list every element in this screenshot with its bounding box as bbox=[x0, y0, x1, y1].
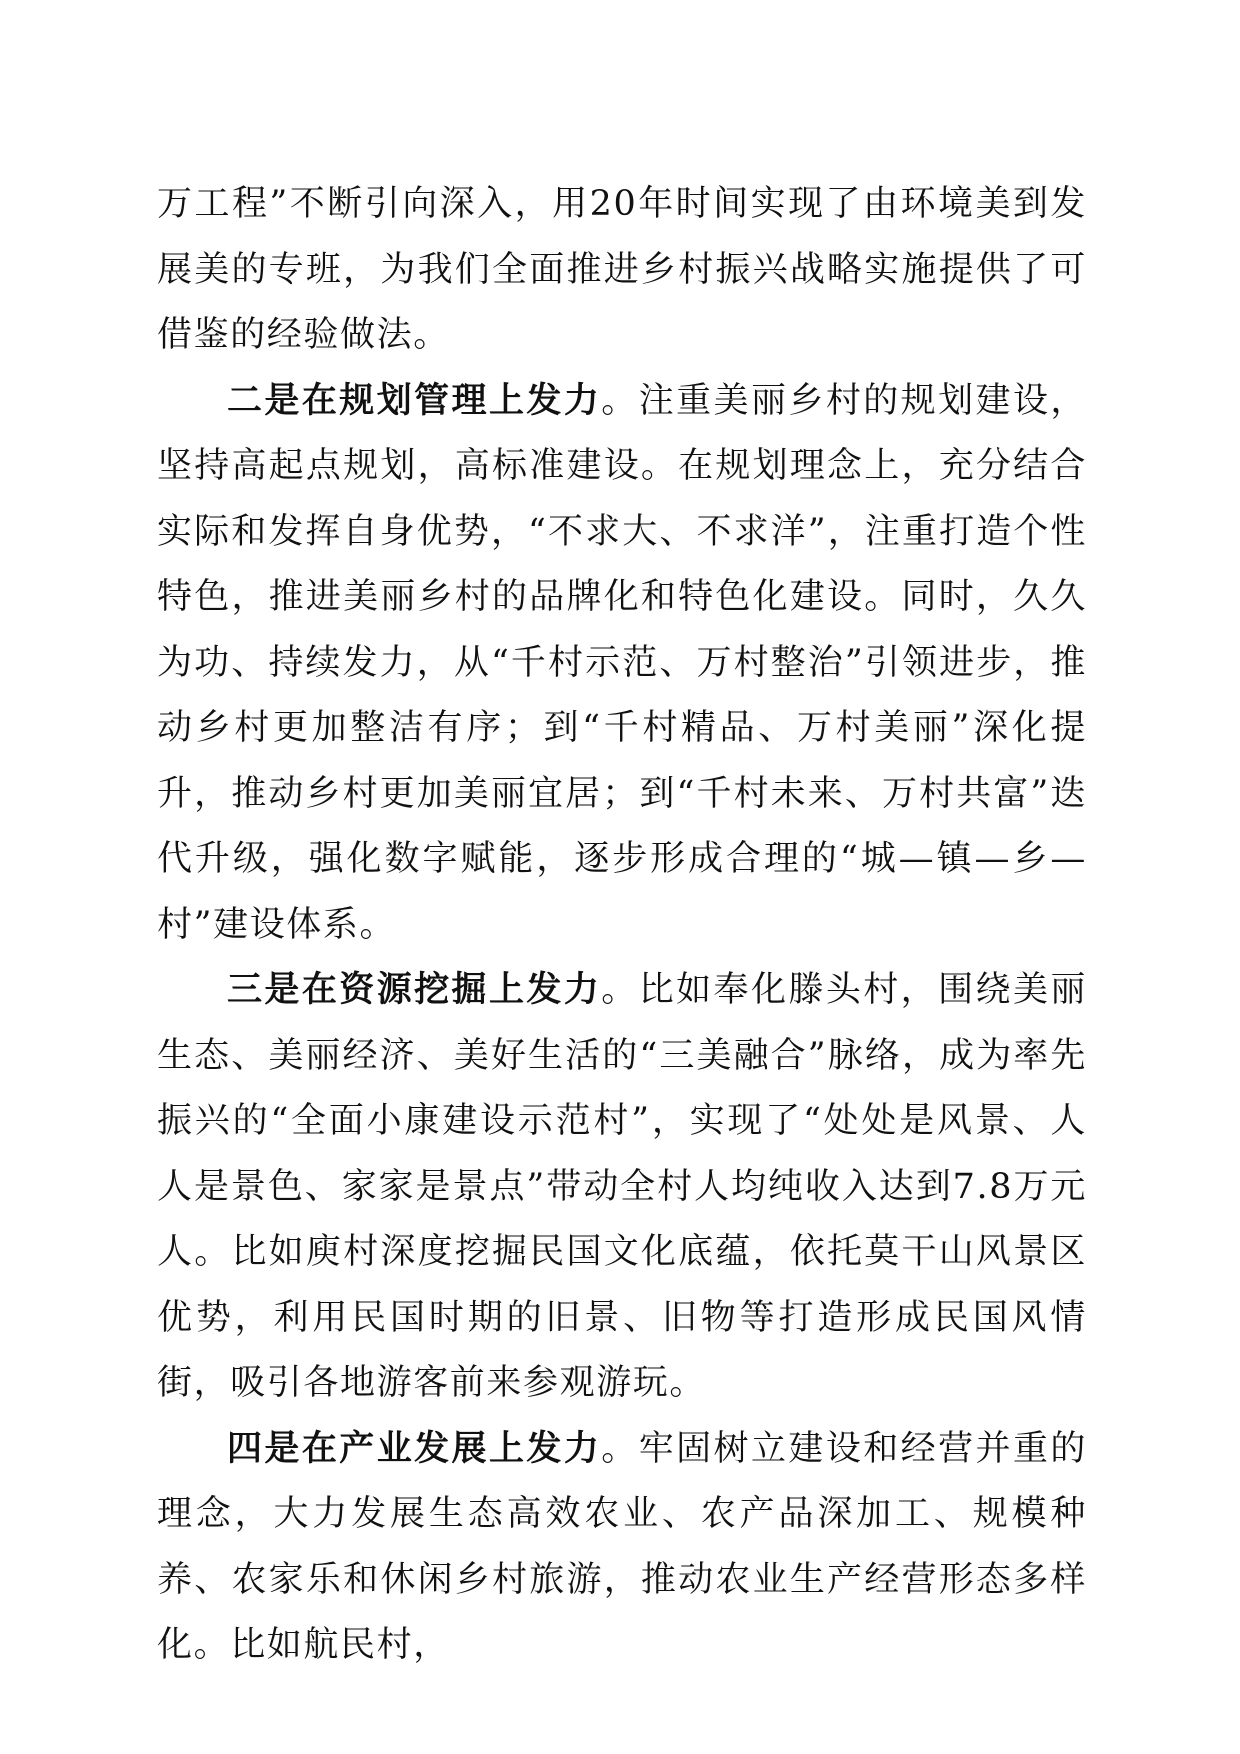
paragraph-text: 。比如奉化滕头村，围绕美丽生态、美丽经济、美好生活的“三美融合”脉络，成为率先振兴的“全面小康建设示范村”，实现了“处处是风景、人人是景色、家家是景点”带动全村人均纯收入达到7.8万元人。比如庾村深度挖掘民国文化底蕴，依托莫干山风景区优势，利用民国时期的旧景、旧物等打造形成民国风情街，吸引各地游客前来参观游玩。 bbox=[157, 970, 1087, 1403]
document-body bbox=[157, 172, 1087, 1679]
paragraph-lead: 二是在规划管理上发力 bbox=[227, 380, 602, 421]
paragraph-text: 万工程”不断引向深入，用20年时间实现了由环境美到发展美的专班，为我们全面推进乡村振兴战略实施提供了可借鉴的经验做法。 bbox=[157, 184, 1087, 355]
paragraph-resources bbox=[157, 958, 1087, 1417]
paragraph-planning bbox=[157, 369, 1087, 959]
paragraph-industry bbox=[157, 1417, 1087, 1679]
paragraph-text: 。牢固树立建设和经营并重的理念，大力发展生态高效农业、农产品深加工、规模种养、农家乐和休闲乡村旅游，推动农业生产经营形态多样化。比如航民村， bbox=[157, 1428, 1087, 1665]
paragraph-lead: 四是在产业发展上发力 bbox=[227, 1428, 602, 1469]
paragraph-text: 。注重美丽乡村的规划建设，坚持高起点规划，高标准建设。在规划理念上，充分结合实际和发挥自身优势，“不求大、不求洋”，注重打造个性特色，推进美丽乡村的品牌化和特色化建设。同时，久久为功、持续发力，从“千村示范、万村整治”引领进步，推动乡村更加整洁有序；到“千村精品、万村美丽”深化提升，推动乡村更加美丽宜居；到“千村未来、万村共富”迭代升级，强化数字赋能，逐步形成合理的“城—镇—乡—村”建设体系。 bbox=[157, 380, 1087, 945]
paragraph-continuation bbox=[157, 172, 1087, 369]
paragraph-lead: 三是在资源挖掘上发力 bbox=[227, 970, 602, 1010]
